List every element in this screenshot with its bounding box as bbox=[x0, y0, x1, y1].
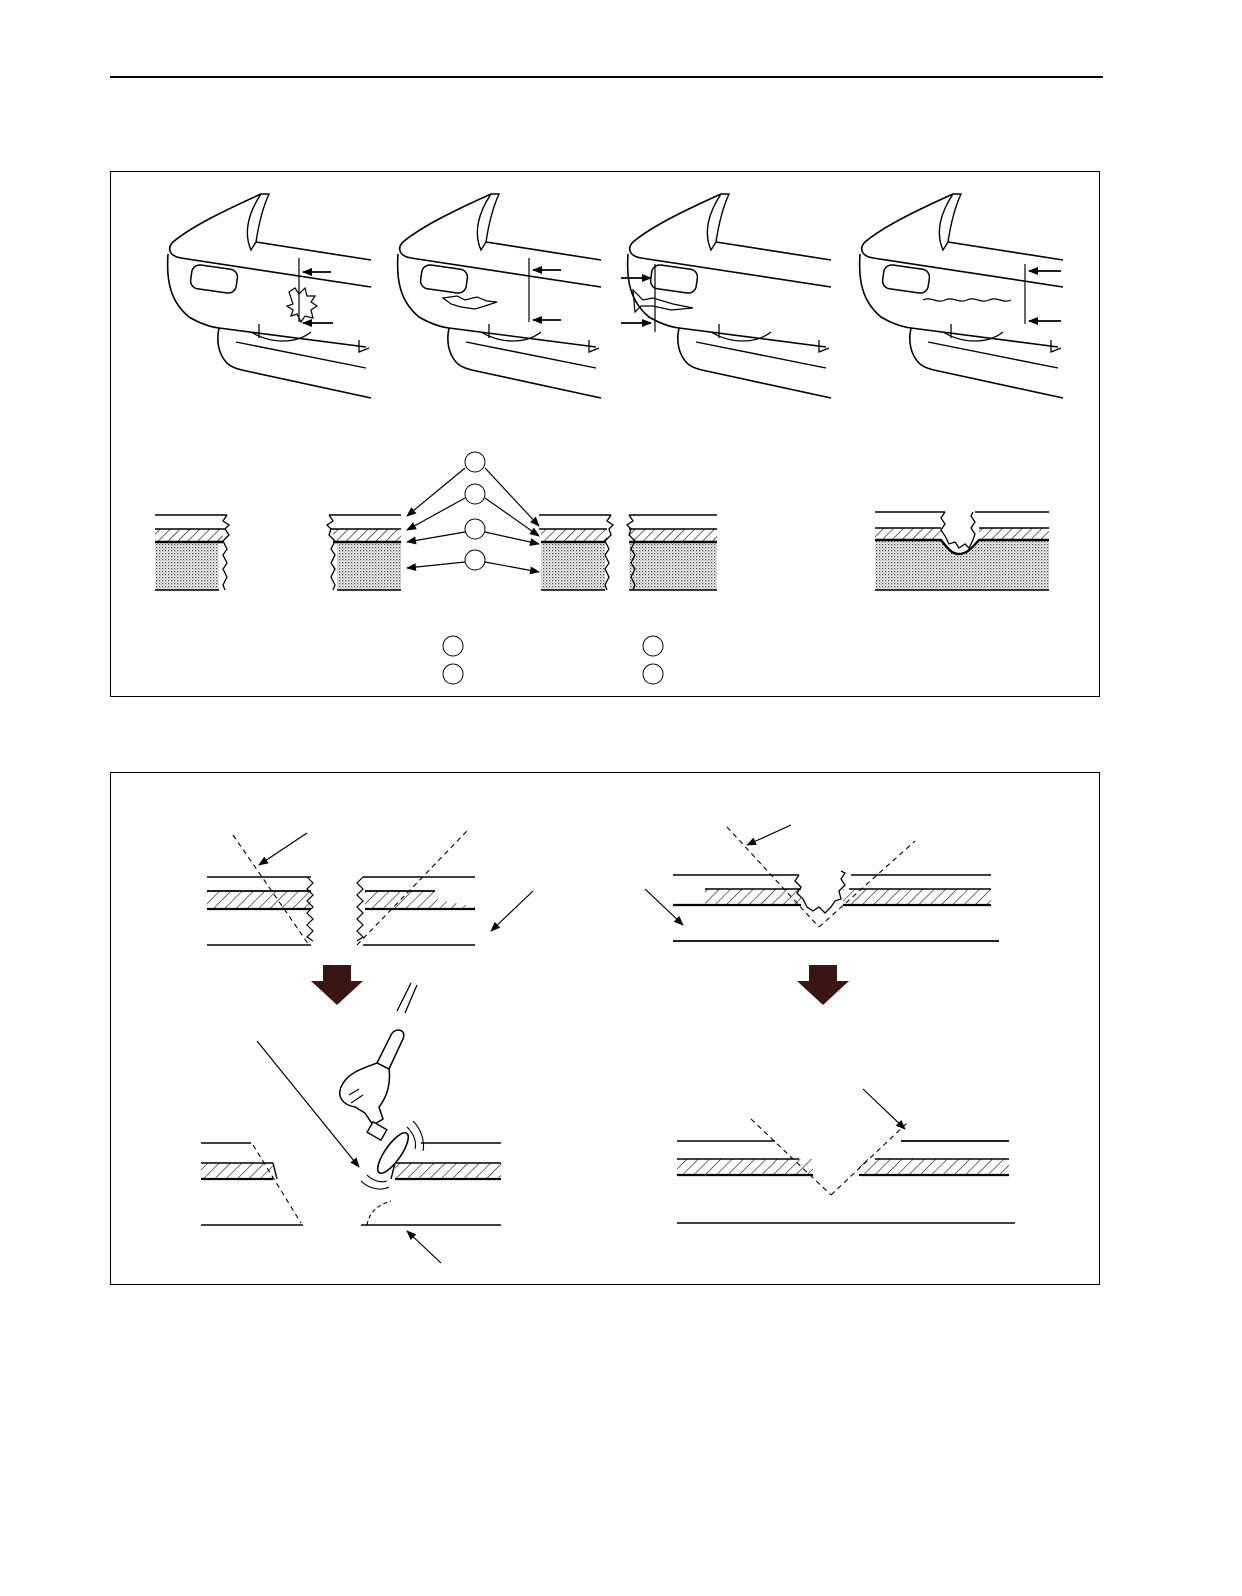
repair-procedure-figure bbox=[110, 772, 1100, 1285]
down-arrow-left bbox=[311, 965, 363, 1005]
bumper-puncture-view bbox=[168, 194, 371, 398]
grinding-section-after bbox=[201, 983, 501, 1263]
cross-section-1 bbox=[155, 515, 229, 590]
cross-section-2b bbox=[539, 515, 613, 590]
v-groove-section-after bbox=[677, 1089, 1015, 1223]
cross-section-2a bbox=[327, 515, 401, 590]
header-rule bbox=[110, 76, 1103, 78]
damage-types-figure bbox=[110, 171, 1100, 697]
repair-procedure-drawing bbox=[111, 773, 1101, 1286]
cross-section-4 bbox=[875, 512, 1049, 590]
scratch-section-before bbox=[645, 825, 999, 941]
layer-callouts bbox=[407, 452, 539, 572]
torn-section-before bbox=[207, 831, 533, 945]
bumper-tear-view bbox=[398, 194, 601, 398]
down-arrow-right bbox=[797, 965, 849, 1005]
legend-circles bbox=[443, 636, 663, 684]
cross-section-3 bbox=[627, 515, 717, 590]
bumper-edge-split-view bbox=[621, 194, 831, 398]
bumper-scratch-view bbox=[860, 194, 1063, 398]
damage-types-drawing bbox=[111, 172, 1101, 698]
